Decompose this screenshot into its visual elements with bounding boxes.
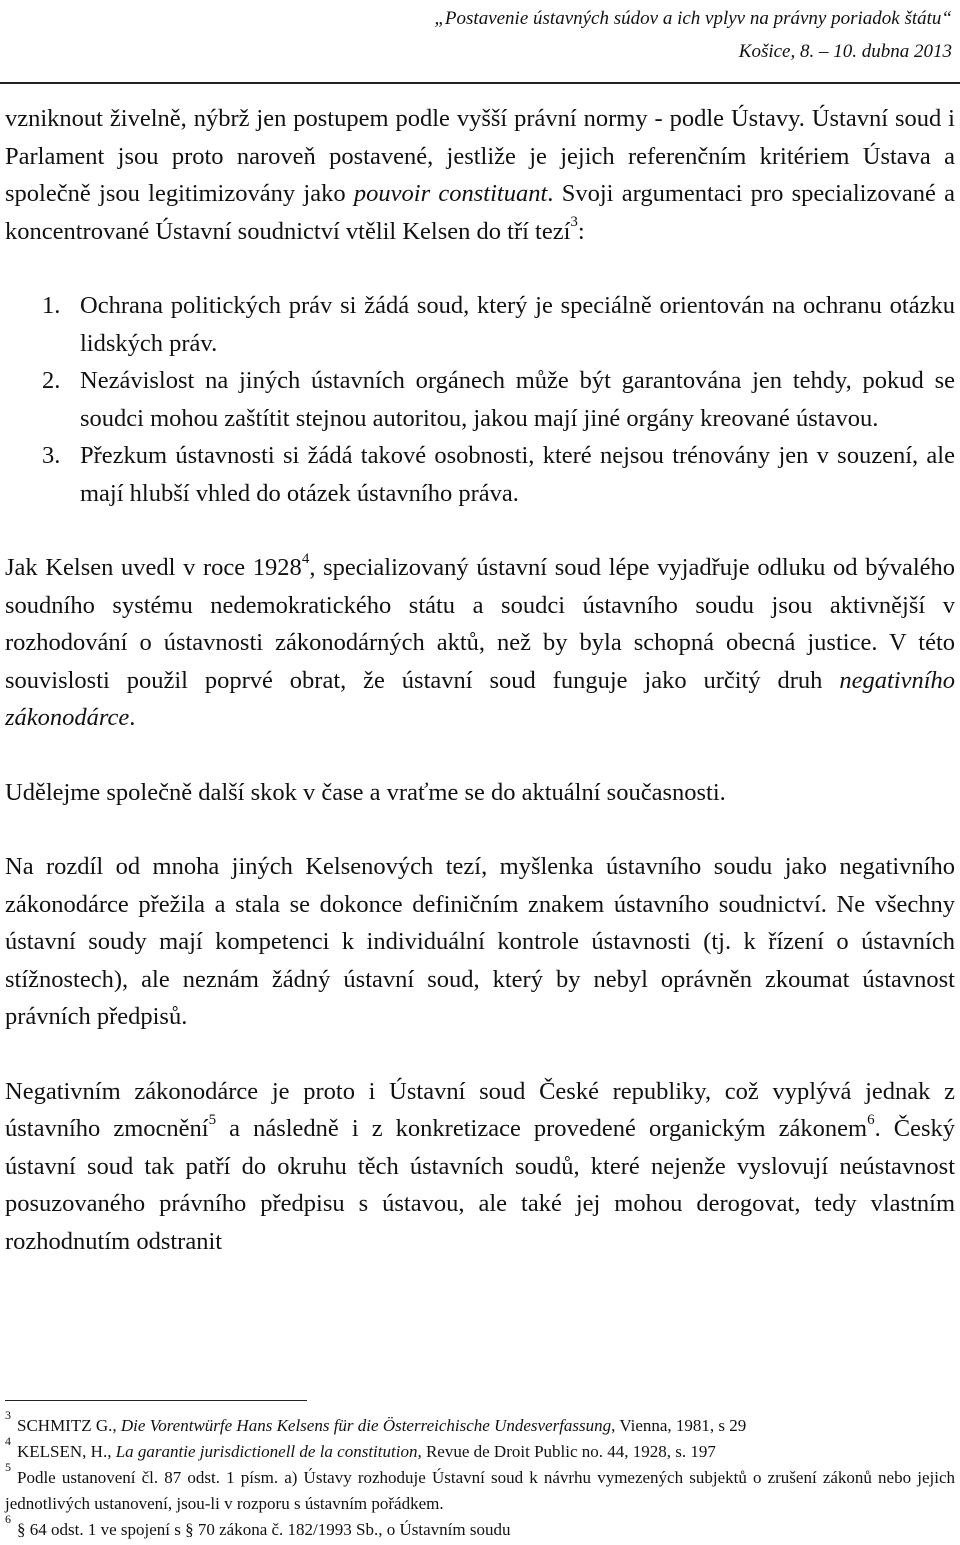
paragraph-3: Udělejme společně další skok v čase a vraťme se do aktuální současnosti.	[5, 778, 726, 806]
list-item: 3. Přezkum ústavnosti si žádá takové osobnosti, které nejsou trénovány jen v souzení, ale mají hlubší vhled do otázek ústavního práva.	[42, 442, 955, 507]
list-item: 1. Ochrana politických práv si žádá soud, který je speciálně orientován na ochranu otázku lidských práv.	[42, 292, 955, 357]
footnote-ref: 5	[208, 1111, 217, 1128]
footnote: $^4$KELSEN, H., La garantie jurisdictionell de la constitution, Revue de Droit Public no. 44, 1928, s. 197	[5, 1434, 716, 1461]
footnote-separator	[5, 1400, 307, 1401]
running-header	[434, 2, 952, 68]
list-item: 2. Nezávislost na jiných ústavních orgánech může být garantována jen tehdy, pokud se soudci mohou zaštítit stejnou autoritou, jakou mají jiné orgány kreované ústavou.	[42, 367, 955, 432]
paragraph-1: vzniknout živelně, nýbrž jen postupem podle vyšší právní normy - podle Ústavy. Ústavní soud i Parlament jsou proto naroveň postavené, jestliže je jejich referenčním kritériem Ústava a společně jsou legitimizovány jako pouvoir constituant. Svoji argumentaci pro specializované a koncentrované Ústavní soudnictví vtělil Kelsen do tří tezí$^3$:	[5, 105, 956, 245]
header-title: „Postavenie ústavných súdov a ich vplyv na právny poriadok štátu“	[434, 8, 952, 29]
header-place-date: Košice, 8. – 10. dubna 2013	[738, 41, 952, 62]
header-divider	[0, 82, 960, 84]
footnote-ref: 4	[301, 550, 310, 567]
theses-list	[5, 287, 955, 512]
page-body	[5, 100, 955, 1260]
footnote: $^6$§ 64 odst. 1 ve spojení s § 70 zákona č. 182/1993 Sb., o Ústavním soudu	[5, 1512, 511, 1539]
paragraph-4: Na rozdíl od mnoha jiných Kelsenových tezí, myšlenka ústavního soudu jako negativního zákonodárce přežila a stala se dokonce definičním znakem ústavního soudnictví. Ne všechny ústavní soudy mají kompetenci k individuální kontrole ústavnosti (tj. k řízení o ústavních stížnostech), ale neznám žádný ústavní soud, který by nebyl oprávněn zkoumat ústavnost právních předpisů.	[5, 853, 955, 1030]
footnote: $^5$Podle ustanovení čl. 87 odst. 1 písm. a) Ústavy rozhoduje Ústavní soud k návrhu vymezených subjektů o zrušení zákonů nebo jejich jednotlivých ustanovení, jsou-li v rozporu s ústavním pořádkem.	[5, 1460, 955, 1513]
paragraph-2: Jak Kelsen uvedl v roce 1928$^4$, specializovaný ústavní soud lépe vyjadřuje odluku od bývalého soudního systému nedemokratického státu a soudci ústavního soudu jsou aktivnější v rozhodování o ústavnosti zákonodárných aktů, než by byla schopná obecná justice. V této souvislosti použil poprvé obrat, že ústavní soud funguje jako určitý druh negativního zákonodárce.	[5, 550, 955, 731]
footnotes	[5, 1408, 955, 1543]
paragraph-5: Negativním zákonodárce je proto i Ústavní soud České republiky, což vyplývá jednak z ústavního zmocnění$^5$ a následně i z konkretizace provedené organickým zákonem$^6$. Český ústavní soud tak patří do okruhu těch ústavních soudů, které nejenže vyslovují neústavnost posuzovaného právního předpisu s ústavou, ale také jej mohou derogovat, tedy vlastním rozhodnutím odstranit	[5, 1077, 956, 1255]
footnote: $^3$SCHMITZ G., Die Vorentwürfe Hans Kelsens für die Österreichische Undesverfassung, Vienna, 1981, s 29	[5, 1408, 747, 1435]
footnote-ref: 6	[867, 1111, 875, 1128]
footnote-ref: 3	[570, 214, 578, 231]
